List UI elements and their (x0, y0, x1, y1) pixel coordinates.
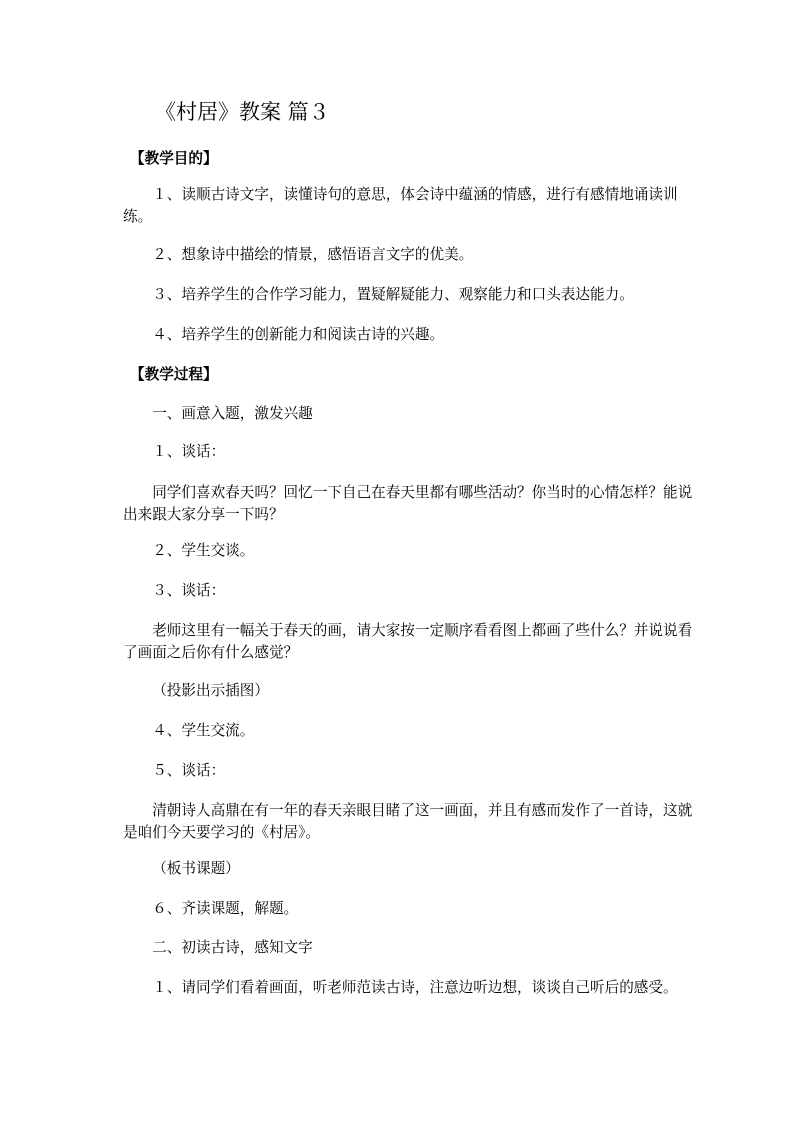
process-step-4: ２、学生交谈。 (152, 542, 255, 559)
process-step-10: 清朝诗人高鼎在有一年的春天亲眼目睹了这一画面，并且有感而发作了一首诗，这就是咱们今天要学习的《村居》。 (123, 802, 693, 841)
process-step-14: １、请同学们看着画面，听老师范读古诗，注意边听边想，谈谈自己听后的感受。 (152, 979, 678, 996)
process-step-7: （投影出示插图） (152, 682, 269, 699)
objectives-heading: 【教学目的】 (130, 150, 218, 167)
process-step-6: 老师这里有一幅关于春天的画，请大家按一定顺序看看图上都画了些什么？并说说看了画面之后你有什么感觉？ (123, 622, 693, 661)
process-step-3: 同学们喜欢春天吗？回忆一下自己在春天里都有哪些活动？你当时的心情怎样？能说出来跟大家分享一下吗？ (123, 484, 693, 523)
process-step-12: ６、齐读课题，解题。 (152, 900, 299, 917)
process-step-8: ４、学生交流。 (152, 722, 255, 739)
process-step-1: 一、画意入题，激发兴趣 (152, 405, 313, 422)
process-step-13: 二、初读古诗，感知文字 (152, 939, 313, 956)
process-step-9: ５、谈话： (152, 762, 226, 779)
process-step-5: ３、谈话： (152, 582, 226, 599)
objective-item-3: ３、培养学生的合作学习能力，置疑解疑能力、观察能力和口头表达能力。 (152, 286, 634, 303)
process-step-11: （板书课题） (152, 860, 240, 877)
objective-item-1: １、读顺古诗文字，读懂诗句的意思，体会诗中蕴涵的情感，进行有感情地诵读训练。 (123, 186, 678, 225)
process-step-2: １、谈话： (152, 443, 226, 460)
process-heading: 【教学过程】 (130, 366, 218, 383)
document-title: 《村居》教案 篇３ (155, 100, 330, 124)
objective-item-2: ２、想象诗中描绘的情景，感悟语言文字的优美。 (152, 246, 474, 263)
objective-item-4: ４、培养学生的创新能力和阅读古诗的兴趣。 (152, 326, 445, 343)
